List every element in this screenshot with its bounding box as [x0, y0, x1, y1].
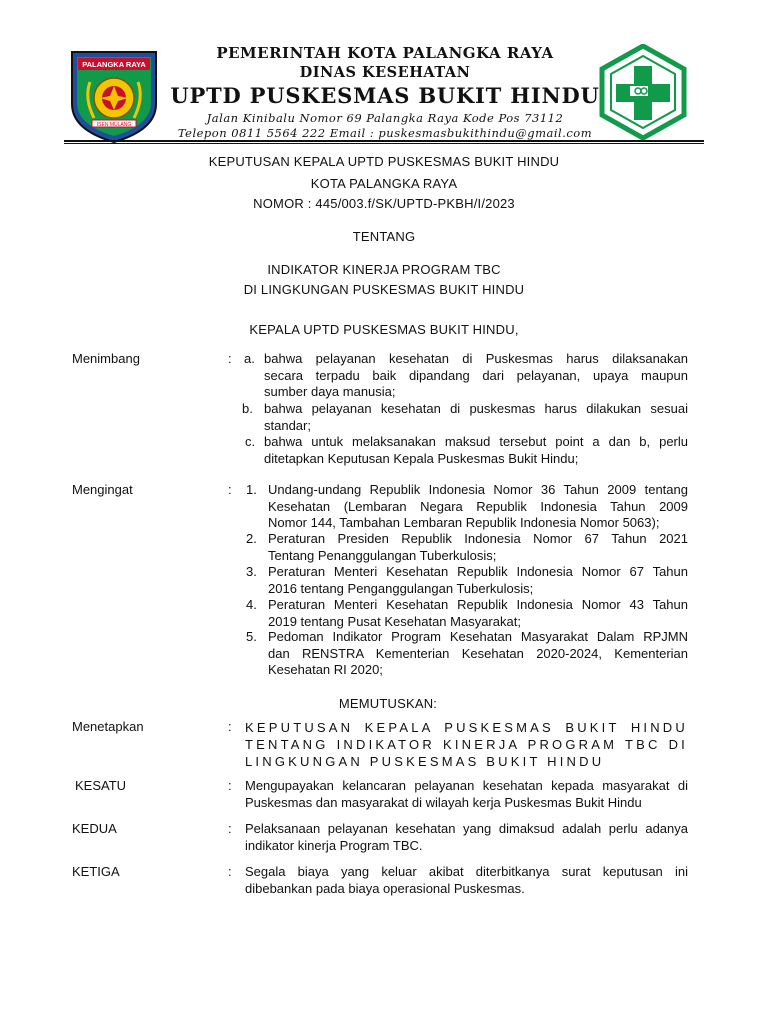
mengingat-5-line2: dan RENSTRA Kementerian Kesehatan 2020-2024, Kementerian	[268, 645, 688, 661]
subject-line1: INDIKATOR KINERJA PROGRAM TBC	[267, 262, 501, 277]
ketiga-label: KETIGA	[72, 864, 120, 879]
tentang-heading: TENTANG	[352, 229, 416, 244]
mengingat-marker-5: 5.	[246, 629, 257, 644]
mengingat-item-1	[268, 482, 688, 532]
kesatu-label: KESATU	[75, 778, 127, 793]
mengingat-2-line1: Peraturan Presiden Republik Indonesia Nomor 67 Tahun 2021	[268, 531, 688, 546]
mengingat-colon: :	[228, 482, 232, 497]
menimbang-a-line2: secara terpadu baik dipandang dari pelayanan, upaya maupun	[264, 367, 688, 383]
kesatu-line2: Puskesmas dan masyarakat di wilayah kerja Puskesmas Bukit Hindu	[245, 794, 642, 810]
department-name: DINAS KESEHATAN	[299, 64, 471, 81]
menetapkan-colon: :	[228, 719, 232, 734]
menetapkan-line1: KEPUTUSAN KEPALA PUSKESMAS BUKIT HINDU	[245, 720, 688, 735]
menetapkan-line3: LINGKUNGAN PUSKESMAS BUKIT HINDU	[245, 754, 605, 769]
decision-title-line1: KEPUTUSAN KEPALA UPTD PUSKESMAS BUKIT HINDU	[208, 154, 560, 169]
menimbang-b-line2: standar;	[264, 417, 311, 433]
ketiga-line2: dibebankan pada biaya operasional Puskesmas.	[245, 880, 525, 896]
menimbang-item-a	[264, 351, 688, 401]
letterhead-text	[160, 44, 610, 141]
institution-name: UPTD PUSKESMAS BUKIT HINDU	[170, 83, 600, 108]
decision-title-line2: KOTA PALANGKA RAYA	[310, 176, 458, 191]
memutuskan-heading: MEMUTUSKAN:	[338, 696, 438, 711]
mengingat-marker-3: 3.	[246, 564, 257, 579]
menetapkan-text	[245, 719, 688, 770]
contact-line: Telepon 0811 5564 222 Email : puskesmasbukithindu@gmail.com	[177, 126, 593, 140]
puskesmas-cross-logo-icon	[598, 44, 688, 140]
kedua-text	[245, 821, 688, 854]
ketiga-colon: :	[228, 864, 232, 879]
mengingat-item-4	[268, 597, 688, 630]
mengingat-1-line3: Nomor 144, Tambahan Lembaran Republik Indonesia Nomor 5063);	[268, 515, 660, 531]
menimbang-a-line1: bahwa pelayanan kesehatan di Puskesmas harus dilaksanakan	[264, 351, 688, 366]
menimbang-marker-a: a.	[244, 351, 255, 366]
menimbang-a-line3: sumber daya manusia;	[264, 384, 396, 400]
menetapkan-label: Menetapkan	[72, 719, 144, 734]
mengingat-3-line1: Peraturan Menteri Kesehatan Republik Indonesia Nomor 67 Tahun	[268, 564, 688, 579]
mengingat-marker-4: 4.	[246, 597, 257, 612]
menimbang-b-line1: bahwa pelayanan kesehatan di puskesmas harus dilakukan sesuai	[264, 401, 688, 416]
address-line: Jalan Kinibalu Nomor 69 Palangka Raya Kode Pos 73112	[206, 111, 564, 125]
ketiga-line1: Segala biaya yang keluar akibat diterbitkanya surat keputusan ini	[245, 864, 688, 879]
mengingat-marker-2: 2.	[246, 531, 257, 546]
menimbang-label: Menimbang	[72, 351, 140, 366]
kedua-line2: indikator kinerja Program TBC.	[245, 837, 423, 853]
mengingat-5-line1: Pedoman Indikator Program Kesehatan Masyarakat Dalam RPJMN	[268, 629, 688, 644]
logo-left-name: PALANGKA RAYA	[82, 60, 146, 69]
mengingat-3-line2: 2016 tentang Penganggulangan Tuberkulosis;	[268, 580, 534, 596]
menetapkan-line2: TENTANG INDIKATOR KINERJA PROGRAM TBC DI	[245, 737, 688, 752]
kedua-colon: :	[228, 821, 232, 836]
mengingat-4-line1: Peraturan Menteri Kesehatan Republik Indonesia Nomor 43 Tahun	[268, 597, 688, 612]
menimbang-item-b	[264, 401, 688, 434]
subject-line2: DI LINGKUNGAN PUSKESMAS BUKIT HINDU	[243, 282, 525, 297]
kedua-line1: Pelaksanaan pelayanan kesehatan yang dimaksud adalah perlu adanya	[245, 821, 688, 836]
menimbang-colon: :	[228, 351, 232, 366]
ketiga-text	[245, 864, 688, 897]
mengingat-item-2	[268, 531, 688, 564]
mengingat-1-line2: Kesehatan (Lembaran Negara Republik Indonesia Tahun 2009	[268, 498, 688, 514]
official-heading: KEPALA UPTD PUSKESMAS BUKIT HINDU,	[249, 322, 519, 337]
menimbang-marker-b: b.	[242, 401, 253, 416]
menimbang-c-line1: bahwa untuk melaksanakan maksud tersebut point a dan b, perlu	[264, 434, 688, 449]
kesatu-colon: :	[228, 778, 232, 793]
government-name: PEMERINTAH KOTA PALANGKA RAYA	[216, 44, 554, 62]
mengingat-item-3	[268, 564, 688, 597]
mengingat-item-5	[268, 629, 688, 679]
mengingat-1-line1: Undang-undang Republik Indonesia Nomor 36 Tahun 2009 tentang	[268, 482, 688, 497]
mengingat-label: Mengingat	[72, 482, 133, 497]
kesatu-line1: Mengupayakan kelancaran pelayanan kesehatan kepada masyarakat di	[245, 778, 688, 793]
menimbang-marker-c: c.	[245, 434, 256, 449]
kedua-label: KEDUA	[72, 821, 117, 836]
palangka-raya-emblem-icon	[66, 46, 162, 144]
letterhead-rule	[64, 140, 704, 142]
letterhead-rule-thin	[64, 143, 704, 144]
mengingat-marker-1: 1.	[246, 482, 257, 497]
logo-left-motto: ISEN MULANG	[96, 122, 132, 128]
decision-number: NOMOR : 445/003.f/SK/UPTD-PKBH/I/2023	[253, 196, 515, 211]
menimbang-item-c	[264, 434, 688, 467]
letterhead	[0, 0, 768, 150]
menimbang-c-line2: ditetapkan Keputusan Kepala Puskesmas Bukit Hindu;	[264, 450, 579, 466]
mengingat-4-line2: 2019 tentang Pusat Kesehatan Masyarakat;	[268, 613, 521, 629]
mengingat-2-line2: Tentang Penanggulangan Tuberkulosis;	[268, 547, 497, 563]
mengingat-5-line3: Kesehatan RI 2020;	[268, 662, 383, 678]
kesatu-text	[245, 778, 688, 811]
